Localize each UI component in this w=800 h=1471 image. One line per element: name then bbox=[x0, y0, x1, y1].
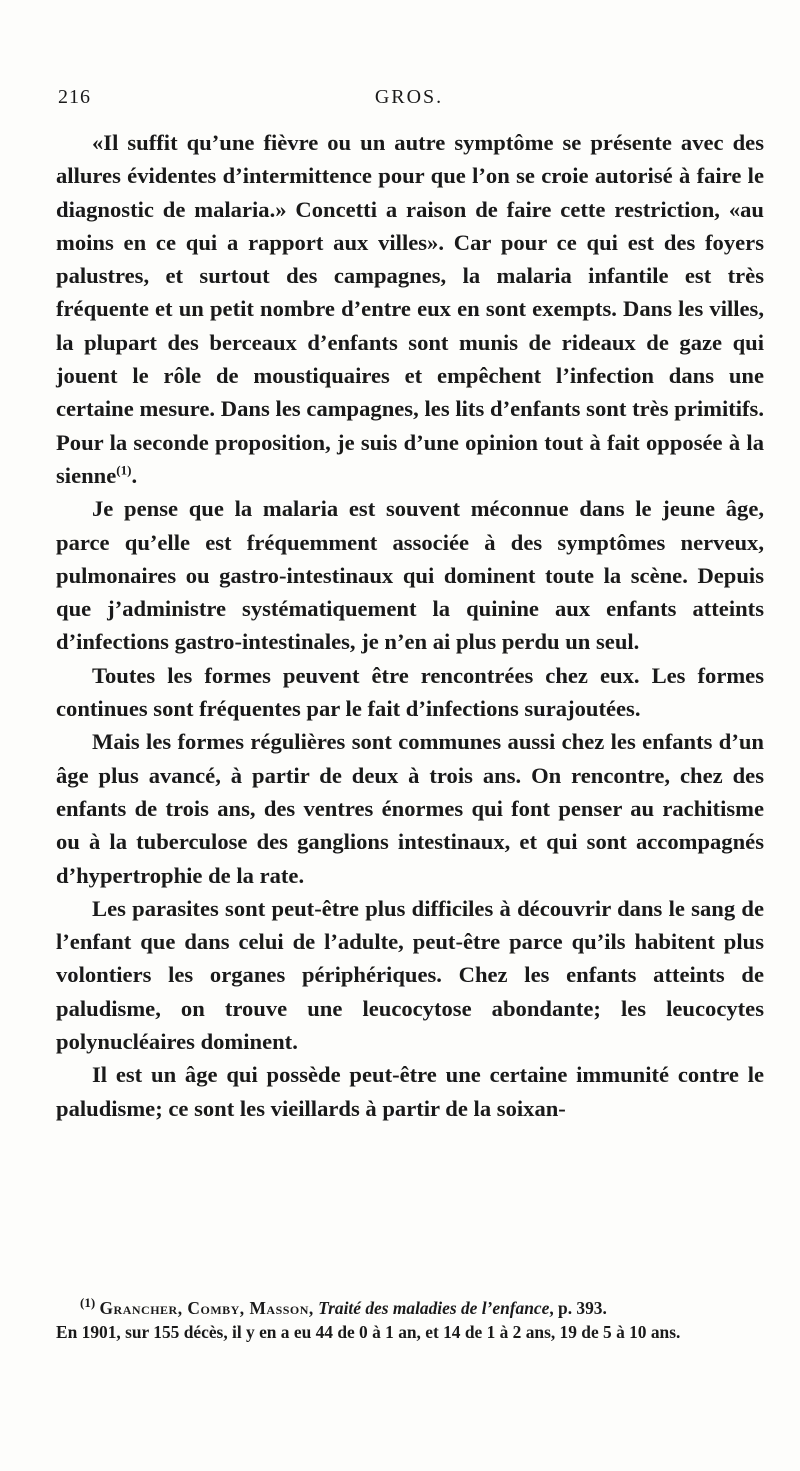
page-number: 216 bbox=[58, 86, 91, 108]
paragraph: Je pense que la malaria est souvent méconnue dans le jeune âge, parce qu’elle est fréquemment associée à des symptômes nerveux, pulmonaires ou gastro-intestinaux qui dominent toute la scène. Depuis que j’administre systématiquement la quinine aux enfants atteints d’infections gastro-intestinales, je n’en ai plus perdu un seul. bbox=[56, 496, 764, 655]
footnote-text bbox=[56, 1296, 764, 1320]
footnote bbox=[56, 1296, 764, 1344]
footnote-marker: (1) bbox=[80, 1295, 96, 1311]
footnote-continuation: En 1901, sur 155 décès, il y en a eu 44 de 0 à 1 an, et 14 de 1 à 2 ans, 19 de 5 à 10 ans. bbox=[56, 1322, 681, 1342]
footnote-title: Traité des maladies de l’enfance bbox=[318, 1298, 550, 1318]
paragraph: Les parasites sont peut-être plus difficiles à découvrir dans le sang de l’enfant que dans celui de l’adulte, peut-être parce qu’ils habitent plus volontiers les organes périphériques. Chez les enfants atteints de paludisme, on trouve une leucocytose abondante; les leucocytes polynucléaires dominent. bbox=[56, 895, 764, 1055]
running-head: GROS. bbox=[374, 86, 444, 108]
body-text bbox=[56, 126, 764, 1125]
footnote-reference: (1) bbox=[116, 462, 132, 478]
page-header bbox=[58, 86, 760, 116]
paragraph: Mais les formes régulières sont communes aussi chez les enfants d’un âge plus avancé, à partir de deux à trois ans. On rencontre, chez des enfants de trois ans, des ventres énormes qui font penser au rachitisme ou à la tuberculose des ganglions intestinaux, et qui sont accompagnés d’hypertrophie de la rate. bbox=[56, 729, 764, 888]
footnote-authors: Grancher, Comby, Masson, bbox=[99, 1298, 314, 1318]
paragraph: Il est un âge qui possède peut-être une certaine immunité contre le paludisme; ce sont les vieillards à partir de la soixan- bbox=[56, 1062, 764, 1121]
paragraph: Toutes les formes peuvent être rencontrées chez eux. Les formes continues sont fréquentes par le fait d’infections surajoutées. bbox=[56, 662, 764, 722]
footnote-page-ref: , p. 393. bbox=[549, 1298, 607, 1318]
paragraph: «Il suffit qu’une fièvre ou un autre symptôme se présente avec des allures évidentes d’intermittence pour que l’on se croie autorisé à faire le diagnostic de malaria.» Concetti a raison de faire cette restriction, «au moins en ce qui a rapport aux villes». Car pour ce qui est des foyers palustres, et surtout des campagnes, la malaria infantile est très fréquente et un petit nombre d’entre eux en sont exempts. Dans les villes, la plupart des berceaux d’enfants sont munis de rideaux de gaze qui jouent le rôle de moustiquaires et empêchent l’infection dans une certaine mesure. Dans les campagnes, les lits d’enfants sont très primitifs. Pour la seconde proposition, je suis d’une opinion tout à fait opposée à la sienne$^{(1)}$. bbox=[56, 130, 764, 488]
